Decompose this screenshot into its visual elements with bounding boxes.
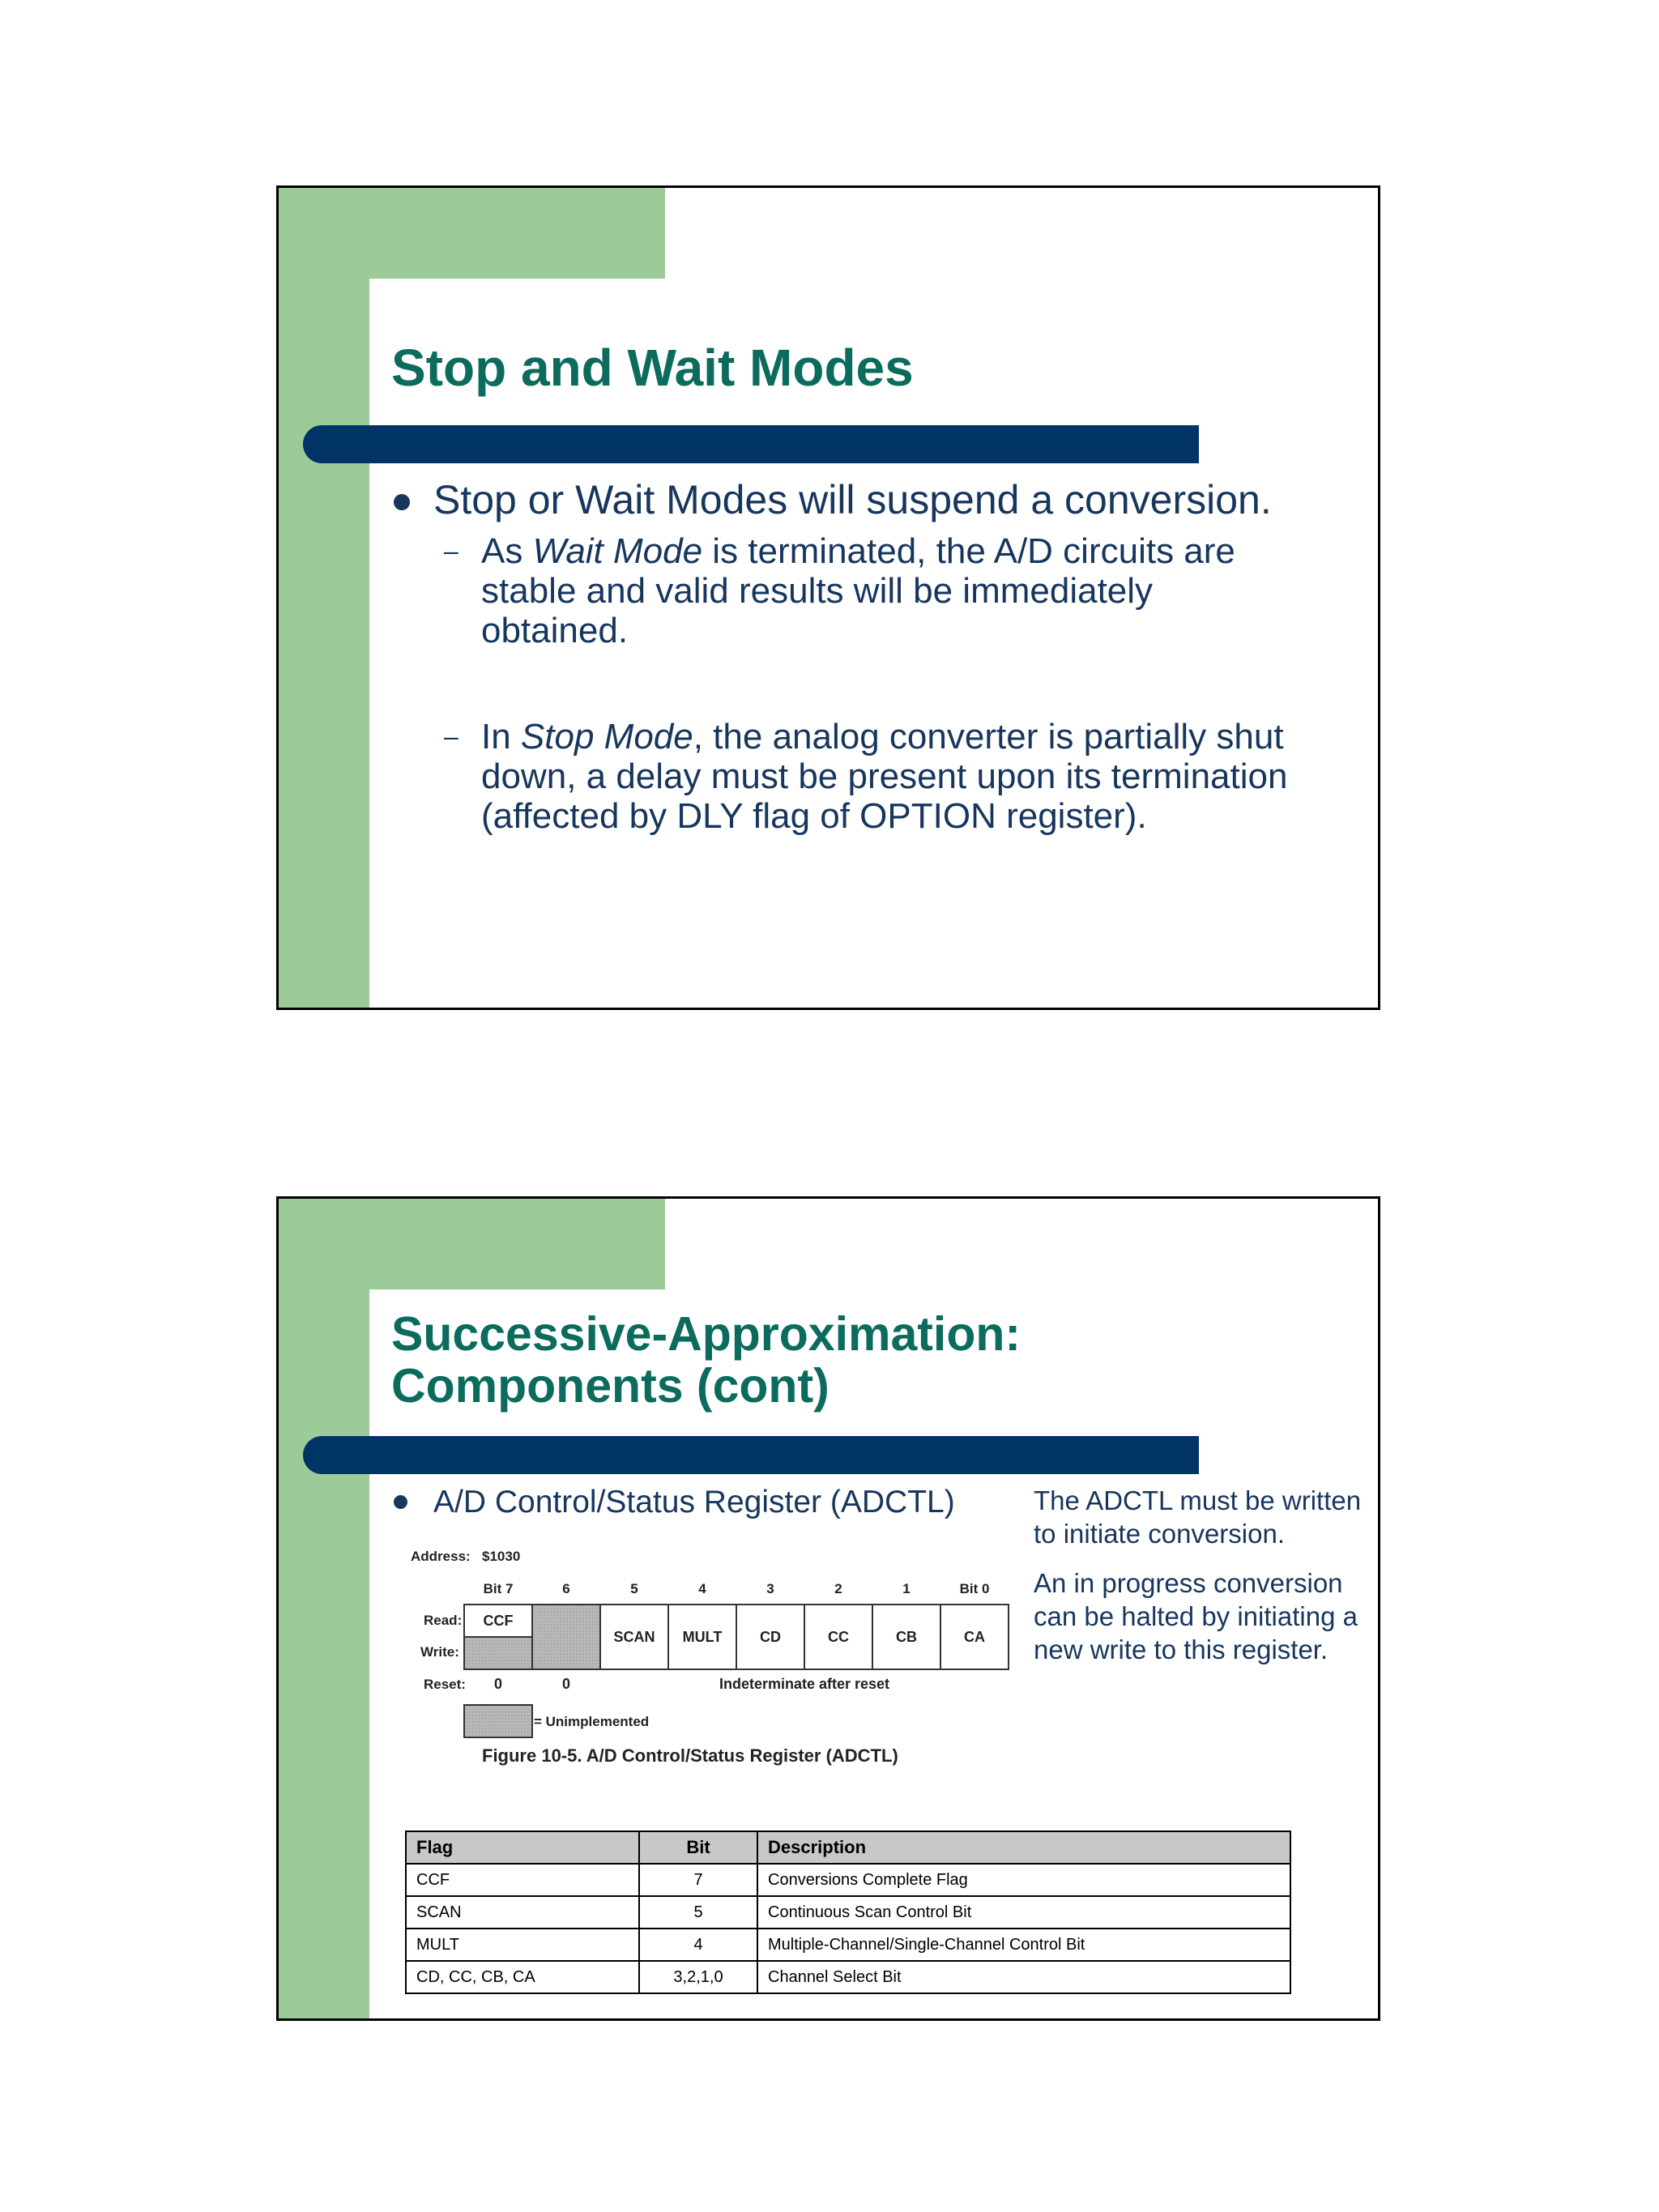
bit-header: 3 [766, 1581, 774, 1596]
bit-header: Bit 7 [483, 1581, 514, 1596]
sub-text-post: , the analog converter is partially shut down, a delay must be present upon its termination (affected by DLY flag of OPTION register). [481, 717, 1288, 836]
sub-text-pre: As [481, 531, 533, 571]
title-underline-bar [303, 425, 1199, 463]
bit-cell: 7 [639, 1864, 757, 1896]
bullet-dot-icon [394, 1495, 407, 1509]
table-row [406, 1929, 1290, 1961]
green-top-band [279, 1199, 665, 1289]
bit-header: 2 [834, 1581, 842, 1596]
reset-label: Reset: [424, 1677, 466, 1692]
register-cell-label: CD [760, 1629, 781, 1645]
bit-cell: 4 [639, 1929, 757, 1961]
reset-note: Indeterminate after reset [719, 1676, 890, 1692]
register-figure [411, 1543, 1018, 1770]
sub-text-emphasis: Wait Mode [532, 531, 703, 571]
bullet-item [391, 1484, 955, 1521]
bit-header: 1 [902, 1581, 911, 1596]
flag-cell: CCF [406, 1864, 639, 1896]
bullet-text: Stop or Wait Modes will suspend a conversion. [433, 477, 1272, 522]
register-cell-unimplemented [532, 1605, 600, 1669]
bit-header: 5 [630, 1581, 638, 1596]
description-cell: Conversions Complete Flag [757, 1864, 1290, 1896]
note-paragraph-2: An in progress conversion can be halted by initiating a new write to this register. [1034, 1568, 1358, 1664]
title-underline-bar [303, 1436, 1199, 1474]
address-value: $1030 [482, 1549, 521, 1564]
flag-table [405, 1831, 1291, 1994]
sub-bullet-stop-mode [391, 717, 1299, 836]
sub-bullet-wait-mode [391, 531, 1299, 650]
flag-cell: MULT [406, 1929, 639, 1961]
address-label: Address: [411, 1549, 471, 1564]
bullet-dot-icon [394, 494, 410, 510]
column-header-bit: Bit [639, 1831, 757, 1864]
green-side-band [279, 1199, 369, 2018]
sub-text-pre: In [481, 717, 521, 757]
bit-header: 4 [698, 1581, 706, 1596]
slide-title [391, 1308, 1021, 1412]
green-side-band [279, 188, 369, 1008]
bit-cell: 3,2,1,0 [639, 1961, 757, 1993]
bullet-text: A/D Control/Status Register (ADCTL) [433, 1485, 955, 1519]
note-paragraph-1: The ADCTL must be written to initiate conversion. [1034, 1485, 1362, 1549]
bullet-item [391, 476, 1299, 523]
dash-icon: – [444, 536, 458, 565]
reset-value: 0 [561, 1676, 571, 1692]
register-cell-label: MULT [682, 1629, 723, 1645]
flag-cell: CD, CC, CB, CA [406, 1961, 639, 1993]
bit-header: Bit 0 [959, 1581, 990, 1596]
flag-cell: SCAN [406, 1896, 639, 1929]
description-cell: Continuous Scan Control Bit [757, 1896, 1290, 1929]
register-cell-label: CCF [483, 1613, 514, 1629]
register-cell-label: CB [896, 1629, 917, 1645]
register-cell-label: SCAN [613, 1629, 655, 1645]
sub-text-emphasis: Stop Mode [520, 717, 693, 757]
register-cell-label: CC [828, 1629, 849, 1645]
legend-text: = Unimplemented [534, 1714, 650, 1729]
register-cell-label: CA [964, 1629, 985, 1645]
table-row [406, 1896, 1290, 1929]
bit-cell: 5 [639, 1896, 757, 1929]
legend-swatch [464, 1705, 532, 1737]
description-cell: Channel Select Bit [757, 1961, 1290, 1993]
bit-header: 6 [562, 1581, 570, 1596]
title-line-1: Successive-Approximation: [391, 1307, 1021, 1361]
description-cell: Multiple-Channel/Single-Channel Control Bit [757, 1929, 1290, 1961]
title-line-2: Components (cont) [391, 1359, 830, 1413]
table-row [406, 1864, 1290, 1896]
read-label: Read: [424, 1613, 463, 1628]
figure-caption: Figure 10-5. A/D Control/Status Register (ADCTL) [482, 1745, 898, 1766]
table-header-row [406, 1831, 1290, 1864]
sub-text-post: is terminated, the A/D circuits are stable and valid results will be immediately obtained. [481, 531, 1235, 650]
green-top-band [279, 188, 665, 279]
slide-successive-approximation [276, 1196, 1380, 2021]
slide-stop-wait-modes [276, 185, 1380, 1010]
slide-title: Stop and Wait Modes [391, 339, 914, 397]
column-header-description: Description [757, 1831, 1290, 1864]
dash-icon: – [444, 722, 458, 751]
column-header-flag: Flag [406, 1831, 639, 1864]
reset-value: 0 [493, 1676, 503, 1692]
slide-body [391, 476, 1299, 836]
side-note [1034, 1484, 1374, 1682]
register-diagram [411, 1543, 1018, 1770]
register-cell-write-unimplemented [464, 1637, 532, 1669]
table-row [406, 1961, 1290, 1993]
write-label: Write: [420, 1644, 459, 1660]
